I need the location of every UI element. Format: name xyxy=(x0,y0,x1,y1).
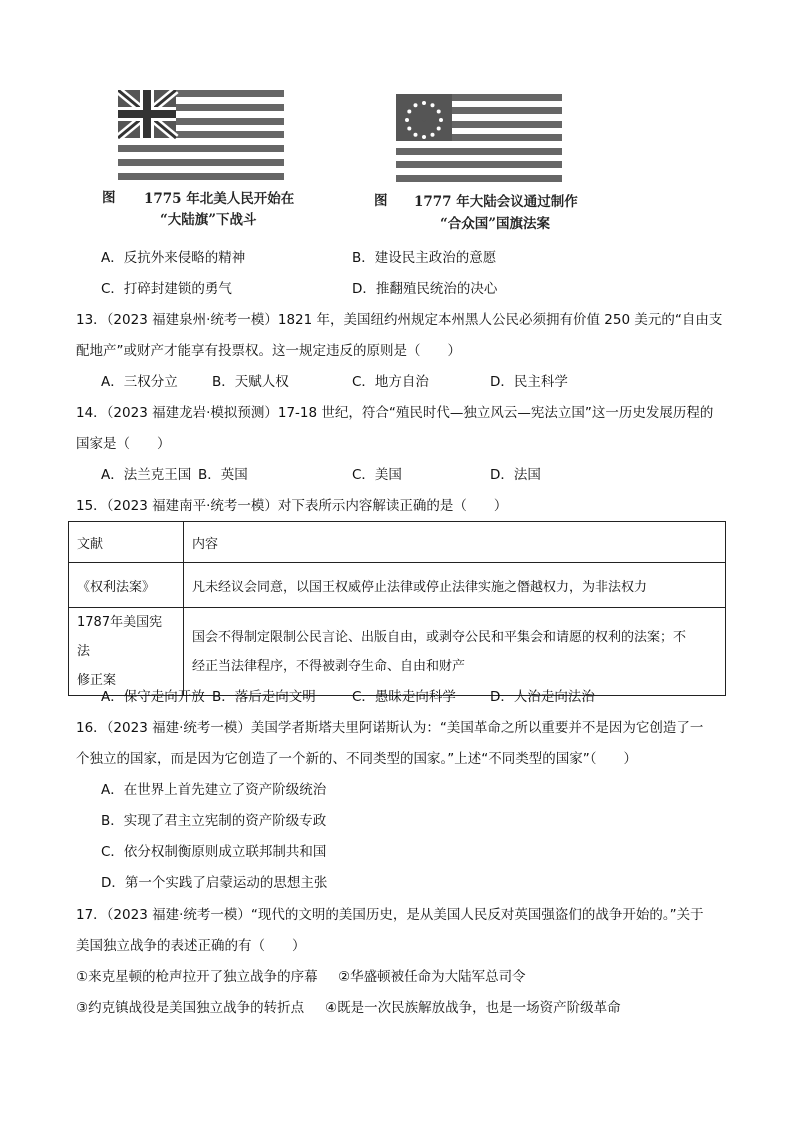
figure-caption-left-line1: 1775 年北美人民开始在 xyxy=(144,191,295,207)
q14-option-b: B．英国 xyxy=(198,467,248,483)
q13-stem-line1: 13．（2023 福建泉州·统考一模）1821 年，美国纽约州规定本州黑人公民必须拥有价值 250 美元的“自由支 xyxy=(76,312,723,328)
table-header-doc: 文献 xyxy=(69,522,184,563)
q12-option-d: D．推翻殖民统治的决心 xyxy=(352,281,498,297)
q12-option-c: C．打碎封建锁的勇气 xyxy=(101,281,232,297)
union-jack-canton xyxy=(118,90,176,138)
q14-option-a: A．法兰克王国 xyxy=(101,467,192,483)
q16-option-b: B．实现了君主立宪制的资产阶级专政 xyxy=(101,813,327,829)
q17-item-2: ②华盛顿被任命为大陆军总司令 xyxy=(338,969,526,985)
q16-option-d: D．第一个实践了启蒙运动的思想主张 xyxy=(101,875,328,891)
betsy-ross-flag-image xyxy=(396,94,562,182)
q15-stem-line1: 15．（2023 福建南平·统考一模）对下表所示内容解读正确的是（ ） xyxy=(76,498,508,514)
table-cell-doc: 《权利法案》 xyxy=(69,563,184,608)
q16-option-a: A．在世界上首先建立了资产阶级统治 xyxy=(101,782,327,798)
q15-option-b: B．落后走向文明 xyxy=(212,689,316,705)
q17-item-1: ①来克星顿的枪声拉开了独立战争的序幕 xyxy=(76,969,318,985)
q15-table xyxy=(68,521,726,696)
figure-caption-prefix-right: 图 xyxy=(374,193,388,209)
q15-option-d: D．人治走向法治 xyxy=(490,689,595,705)
q13-option-c: C．地方自治 xyxy=(352,374,429,390)
q15-option-c: C．愚昧走向科学 xyxy=(352,689,456,705)
q17-item-4: ④既是一次民族解放战争，也是一场资产阶级革命 xyxy=(325,1000,621,1016)
table-header-content: 内容 xyxy=(184,522,726,563)
table-row xyxy=(69,563,726,608)
figure-caption-left-line2: “大陆旗”下战斗 xyxy=(160,212,257,228)
q17-stem-line2: 美国独立战争的表述正确的有（ ） xyxy=(76,938,306,954)
table-header-row xyxy=(69,522,726,563)
q15-option-a: A．保守走向开放 xyxy=(101,689,205,705)
figure-caption-prefix-left: 图 xyxy=(102,190,116,206)
q13-option-b: B．天赋人权 xyxy=(212,374,289,390)
table-cell-content: 凡未经议会同意，以国王权威停止法律或停止法律实施之僭越权力，为非法权力 xyxy=(184,563,726,608)
q17-item-3: ③约克镇战役是美国独立战争的转折点 xyxy=(76,1000,305,1016)
table-cell-doc-line2: 修正案 xyxy=(77,673,117,688)
q14-option-d: D．法国 xyxy=(490,467,541,483)
q17-stem-line1: 17．（2023 福建·统考一模）“现代的文明的美国历史，是从美国人民反对英国强盗们的战争开始的。”关于 xyxy=(76,907,704,923)
table-cell-content-line2: 经正当法律程序，不得被剥夺生命、自由和财产 xyxy=(192,658,466,674)
table-cell-content xyxy=(184,608,726,696)
figure-caption-right-line1: 1777 年大陆会议通过制作 xyxy=(414,194,578,210)
q14-option-c: C．美国 xyxy=(352,467,402,483)
q14-stem-line1: 14．（2023 福建龙岩·模拟预测）17-18 世纪，符合“殖民时代—独立风云—宪法立国”这一历史发展历程的 xyxy=(76,405,714,421)
q16-stem-line2: 个独立的国家，而是因为它创造了一个新的、不同类型的国家。”上述“不同类型的国家”（ ） xyxy=(76,751,637,767)
q12-option-b: B．建设民主政治的意愿 xyxy=(352,250,497,266)
grand-union-flag-image xyxy=(118,90,284,180)
figure-caption-right-line2: “合众国”国旗法案 xyxy=(440,216,551,232)
table-cell-doc-line1: 1787年美国宪法 xyxy=(77,615,163,659)
table-cell-doc xyxy=(69,608,184,696)
q12-option-a: A．反抗外来侵略的精神 xyxy=(101,250,246,266)
q16-stem-line1: 16．（2023 福建·统考一模）美国学者斯塔夫里阿诺斯认为：“美国革命之所以重要并不是因为它创造了一 xyxy=(76,720,704,736)
q14-stem-line2: 国家是（ ） xyxy=(76,436,171,452)
q16-option-c: C．依分权制衡原则成立联邦制共和国 xyxy=(101,844,327,860)
table-cell-content-line1: 国会不得制定限制公民言论、出版自由，或剥夺公民和平集会和请愿的权利的法案；不 xyxy=(192,629,687,645)
q13-option-a: A．三权分立 xyxy=(101,374,178,390)
q13-option-d: D．民主科学 xyxy=(490,374,568,390)
q13-stem-line2: 配地产”或财产才能享有投票权。这一规定违反的原则是（ ） xyxy=(76,343,461,359)
table-row xyxy=(69,608,726,696)
